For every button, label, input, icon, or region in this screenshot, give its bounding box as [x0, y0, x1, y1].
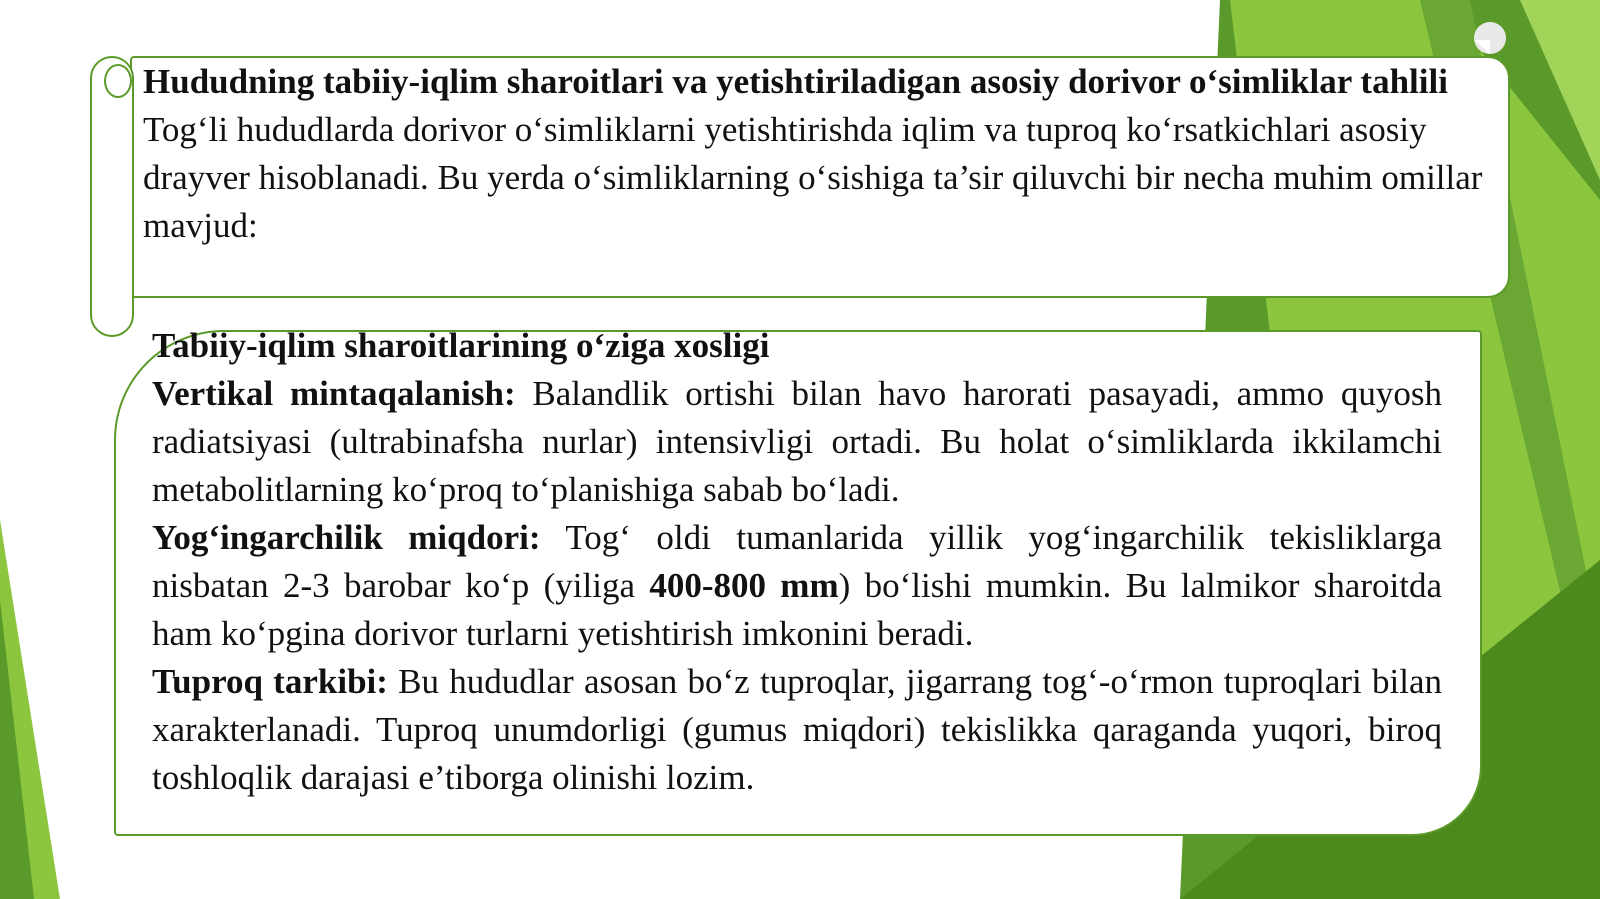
item-text-before: Tog‘ oldi tumanlarida yillik yog‘ingarchilik tekisliklarga nisbatan 2-3 barobar ko‘p (yiliga	[152, 518, 1442, 605]
item-label: Tuproq tarkibi:	[152, 662, 388, 701]
bottom-heading: Tabiiy-iqlim sharoitlarining o‘ziga xosligi	[152, 326, 770, 365]
item-label: Yog‘ingarchilik miqdori:	[152, 518, 541, 557]
page-curl-icon	[1470, 20, 1508, 58]
item-text-after: ) bo‘lishi mumkin. Bu lalmikor sharoitda ham ko‘pgina dorivor turlarni yetishtirish imkonini beradi.	[152, 566, 1442, 653]
item-text: Bu hududlar asosan bo‘z tuproqlar, jigarrang tog‘-o‘rmon tuproqlari bilan xarakterlanadi. Tuproq unumdorligi (gumus miqdori) tekislikka qaraganda yuqori, biroq toshloqlik darajasi e’tiborga olinishi lozim.	[152, 662, 1442, 797]
item-text: Balandlik ortishi bilan havo harorati pasayadi, ammo quyosh radiatsiyasi (ultrabinafsha nurlar) intensivligi ortadi. Bu holat o‘simliklarda ikkilamchi metabolitlarning ko‘proq to‘planishiga sabab bo‘ladi.	[152, 374, 1443, 509]
item-yogingarchilik-miqdori	[152, 514, 1442, 658]
item-highlight-value: 400-800 mm	[649, 566, 839, 605]
top-text-block	[143, 58, 1483, 250]
bottom-text-block	[152, 322, 1442, 802]
item-label: Vertikal mintaqalanish:	[152, 374, 516, 413]
top-title: Hududning tabiiy-iqlim sharoitlari va yetishtiriladigan asosiy dorivor o‘simliklar tahlili	[143, 62, 1448, 101]
top-scroll-left-roll	[90, 56, 134, 337]
item-tuproq-tarkibi	[152, 658, 1442, 802]
top-scroll-curl	[104, 64, 132, 98]
item-vertikal-mintaqalanish	[152, 370, 1442, 514]
top-body: Tog‘li hududlarda dorivor o‘simliklarni yetishtirishda iqlim va tuproq ko‘rsatkichlari asosiy drayver hisoblanadi. Bu yerda o‘simliklarning o‘sishiga ta’sir qiluvchi bir necha muhim omillar mavjud:	[143, 110, 1483, 245]
